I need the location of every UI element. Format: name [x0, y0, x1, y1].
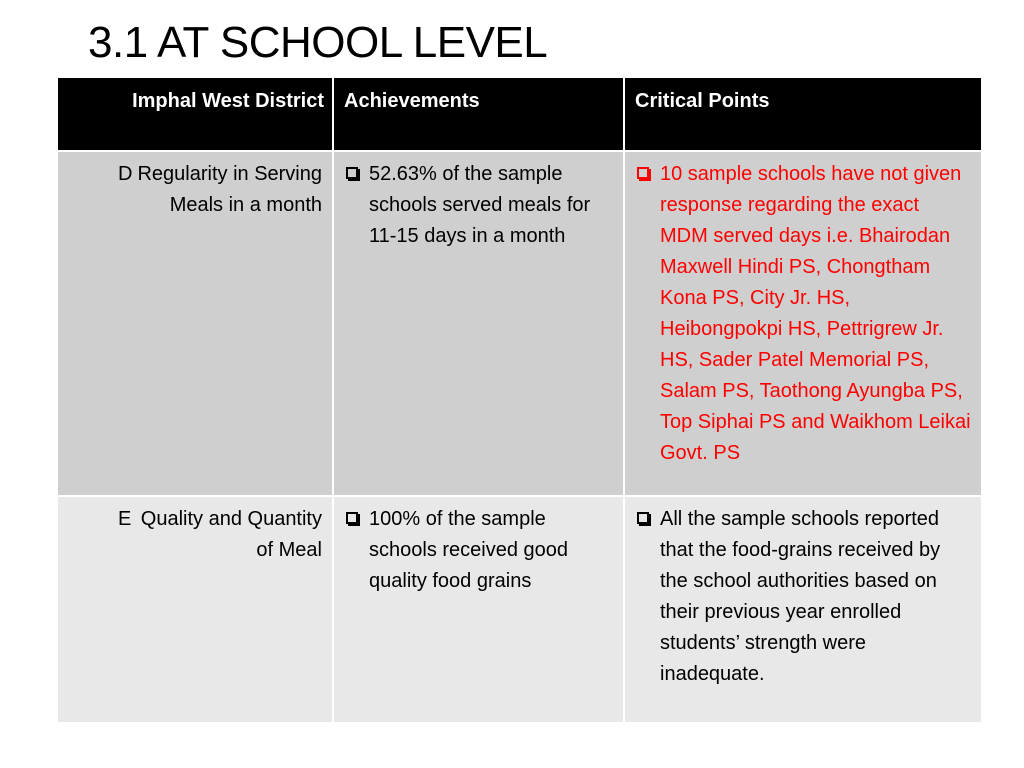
row-label-cell: [57, 496, 333, 723]
header-achievements: Achievements: [333, 77, 624, 151]
data-table: [56, 76, 983, 724]
row-letter: E: [118, 508, 132, 530]
row-letter: D: [118, 163, 133, 185]
table-row: [57, 151, 982, 496]
critical-point-text: All the sample schools reported that the food-grains received by the school authorities based on their previous year enrolled students’ strength were inadequate.: [660, 508, 941, 685]
row-label-cell: [57, 151, 333, 496]
hollow-square-bullet-icon: [637, 512, 649, 524]
slide-title: 3.1 AT SCHOOL LEVEL: [88, 18, 548, 67]
achievement-text: 52.63% of the sample schools served meals for 11-15 days in a month: [369, 163, 591, 247]
critical-point-cell: [624, 151, 982, 496]
critical-point-text: 10 sample schools have not given response regarding the exact MDM served days i.e. Bhairodan Maxwell Hindi PS, Chongtham Kona PS, City Jr. HS, Heibongpokpi HS, Pettrigrew Jr. HS, Sader Patel Memorial PS, Salam PS, Taothong Ayungba PS, Top Siphai PS and Waikhom Leikai Govt. PS: [660, 163, 971, 464]
achievement-text: 100% of the sample schools received good quality food grains: [369, 508, 569, 592]
achievement-cell: [333, 496, 624, 723]
table-header-row: [57, 77, 982, 151]
hollow-square-bullet-icon: [346, 512, 358, 524]
row-label: Regularity in Serving Meals in a month: [137, 163, 322, 216]
hollow-square-bullet-icon: [637, 167, 649, 179]
hollow-square-bullet-icon: [346, 167, 358, 179]
header-district: Imphal West District: [57, 77, 333, 151]
achievement-cell: [333, 151, 624, 496]
table-row: [57, 496, 982, 723]
header-critical-points: Critical Points: [624, 77, 982, 151]
row-label: Quality and Quantity of Meal: [140, 508, 322, 561]
critical-point-cell: [624, 496, 982, 723]
